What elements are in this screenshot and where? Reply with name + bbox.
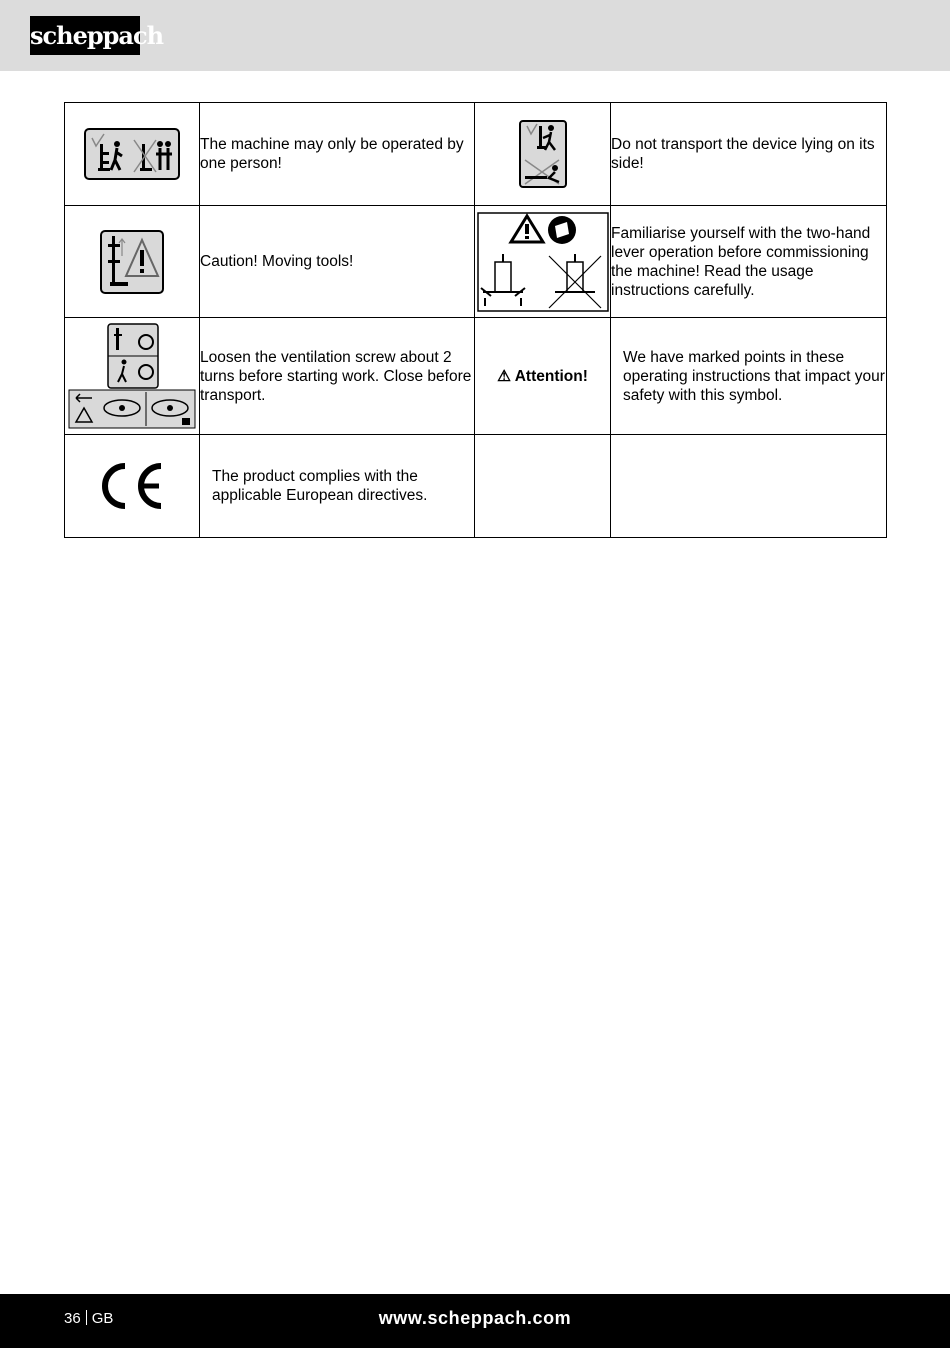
no-lying-transport-icon bbox=[519, 120, 567, 188]
moving-tools-warning-icon bbox=[100, 230, 164, 294]
symbol-description: The machine may only be operated by one person! bbox=[200, 103, 475, 206]
attention-label: ⚠ Attention! bbox=[475, 318, 611, 435]
two-hand-operation-icon bbox=[477, 212, 609, 312]
symbol-description: Familiarise yourself with the two-hand lever operation before commissioning the machine! Read the usage instructions carefully. bbox=[611, 206, 887, 318]
table-row bbox=[65, 206, 887, 318]
table-row bbox=[65, 103, 887, 206]
footer-bar bbox=[0, 1294, 950, 1348]
language-code: GB bbox=[91, 1310, 114, 1327]
symbol-description: Do not transport the device lying on its side! bbox=[611, 103, 887, 206]
symbol-cell bbox=[475, 103, 611, 206]
table-row bbox=[65, 318, 887, 435]
empty-cell bbox=[611, 435, 887, 538]
symbol-description: Caution! Moving tools! bbox=[200, 206, 475, 318]
symbol-cell bbox=[65, 318, 200, 435]
ce-mark-icon bbox=[99, 462, 165, 510]
scheppach-logo: scheppach bbox=[30, 16, 140, 55]
symbol-table bbox=[64, 102, 887, 538]
symbol-cell bbox=[65, 103, 200, 206]
website-link[interactable]: www.scheppach.com bbox=[378, 1308, 572, 1328]
symbol-description: The product complies with the applicable European directives. bbox=[200, 435, 475, 538]
table-row bbox=[65, 435, 887, 538]
page-number-value: 36 bbox=[64, 1310, 81, 1327]
symbol-description: Loosen the ventilation screw about 2 turns before starting work. Close before transport. bbox=[200, 318, 475, 435]
operator-icon bbox=[84, 128, 180, 180]
symbol-cell bbox=[475, 206, 611, 318]
ventilation-screw-icon bbox=[68, 322, 196, 430]
empty-cell bbox=[475, 435, 611, 538]
header-bar bbox=[0, 0, 950, 71]
symbol-cell bbox=[65, 435, 200, 538]
symbol-description: We have marked points in these operating instructions that impact your safety with this symbol. bbox=[611, 318, 887, 435]
symbol-cell bbox=[65, 206, 200, 318]
